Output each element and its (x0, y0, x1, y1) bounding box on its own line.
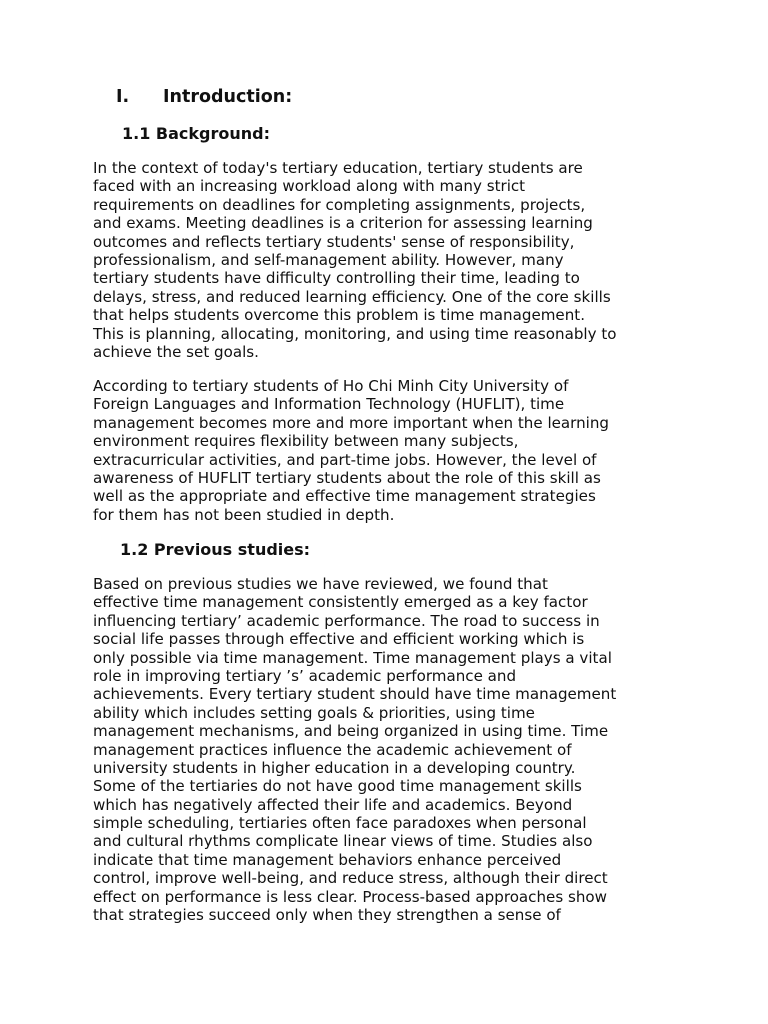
text-line: management practices influence the academic achievement of (93, 740, 572, 759)
text-line: university students in higher education in a developing country. (93, 758, 576, 777)
section-heading (116, 86, 292, 108)
text-line: outcomes and reflects tertiary students' sense of responsibility, (93, 232, 575, 251)
text-line: extracurricular activities, and part-time jobs. However, the level of (93, 450, 597, 469)
text-line: that strategies succeed only when they strengthen a sense of (93, 906, 561, 925)
text-line: effective time management consistently emerged as a key factor (93, 593, 588, 612)
text-line: effect on performance is less clear. Process-based approaches show (93, 887, 608, 906)
text-line: and exams. Meeting deadlines is a criterion for assessing learning (93, 214, 593, 233)
text-line: management becomes more and more important when the learning (93, 413, 610, 432)
background-paragraph-1 (93, 159, 693, 361)
text-line: only possible via time management. Time management plays a vital (93, 648, 612, 667)
text-line: management mechanisms, and being organized in using time. Time (93, 722, 609, 741)
text-line: social life passes through effective and efficient working which is (93, 630, 585, 649)
text-line: awareness of HUFLIT tertiary students about the role of this skill as (93, 468, 601, 487)
text-line: that helps students overcome this problem is time management. (93, 306, 585, 325)
text-line: environment requires flexibility between many subjects, (93, 432, 519, 451)
background-heading: 1.1 Background: (122, 124, 270, 143)
text-line: influencing tertiary’ academic performance. The road to success in (93, 611, 600, 630)
previous-studies-paragraph (93, 575, 693, 924)
text-line: role in improving tertiary ’s’ academic performance and (93, 666, 517, 685)
text-line: Foreign Languages and Information Technology (HUFLIT), time (93, 395, 565, 414)
text-line: achievements. Every tertiary student should have time management (93, 685, 617, 704)
text-line: faced with an increasing workload along with many strict (93, 177, 526, 196)
section-title: Introduction: (163, 87, 293, 107)
text-line: control, improve well-being, and reduce stress, although their direct (93, 869, 608, 888)
text-line: indicate that time management behaviors enhance perceived (93, 850, 562, 869)
text-line: In the context of today's tertiary education, tertiary students are (93, 159, 583, 177)
text-line: Based on previous studies we have reviewed, we found that (93, 575, 548, 593)
text-line: for them has not been studied in depth. (93, 505, 395, 524)
text-line: professionalism, and self-management ability. However, many (93, 250, 564, 269)
text-line: achieve the set goals. (93, 342, 259, 361)
text-line: simple scheduling, tertiaries often face paradoxes when personal (93, 814, 587, 833)
text-line: well as the appropriate and effective time management strategies (93, 487, 596, 506)
text-line: This is planning, allocating, monitoring, and using time reasonably to (93, 324, 617, 343)
text-line: According to tertiary students of Ho Chi Minh City University of (93, 377, 569, 395)
section-number: I. (116, 87, 130, 107)
text-line: requirements on deadlines for completing assignments, projects, (93, 195, 586, 214)
text-line: delays, stress, and reduced learning efficiency. One of the core skills (93, 287, 611, 306)
previous-studies-heading: 1.2 Previous studies: (120, 540, 311, 559)
background-paragraph-2 (93, 377, 693, 524)
text-line: ability which includes setting goals & priorities, using time (93, 703, 535, 722)
text-line: and cultural rhythms complicate linear views of time. Studies also (93, 832, 593, 851)
text-line: Some of the tertiaries do not have good time management skills (93, 777, 582, 796)
text-line: which has negatively affected their life and academics. Beyond (93, 795, 573, 814)
text-line: tertiary students have difficulty controlling their time, leading to (93, 269, 580, 288)
